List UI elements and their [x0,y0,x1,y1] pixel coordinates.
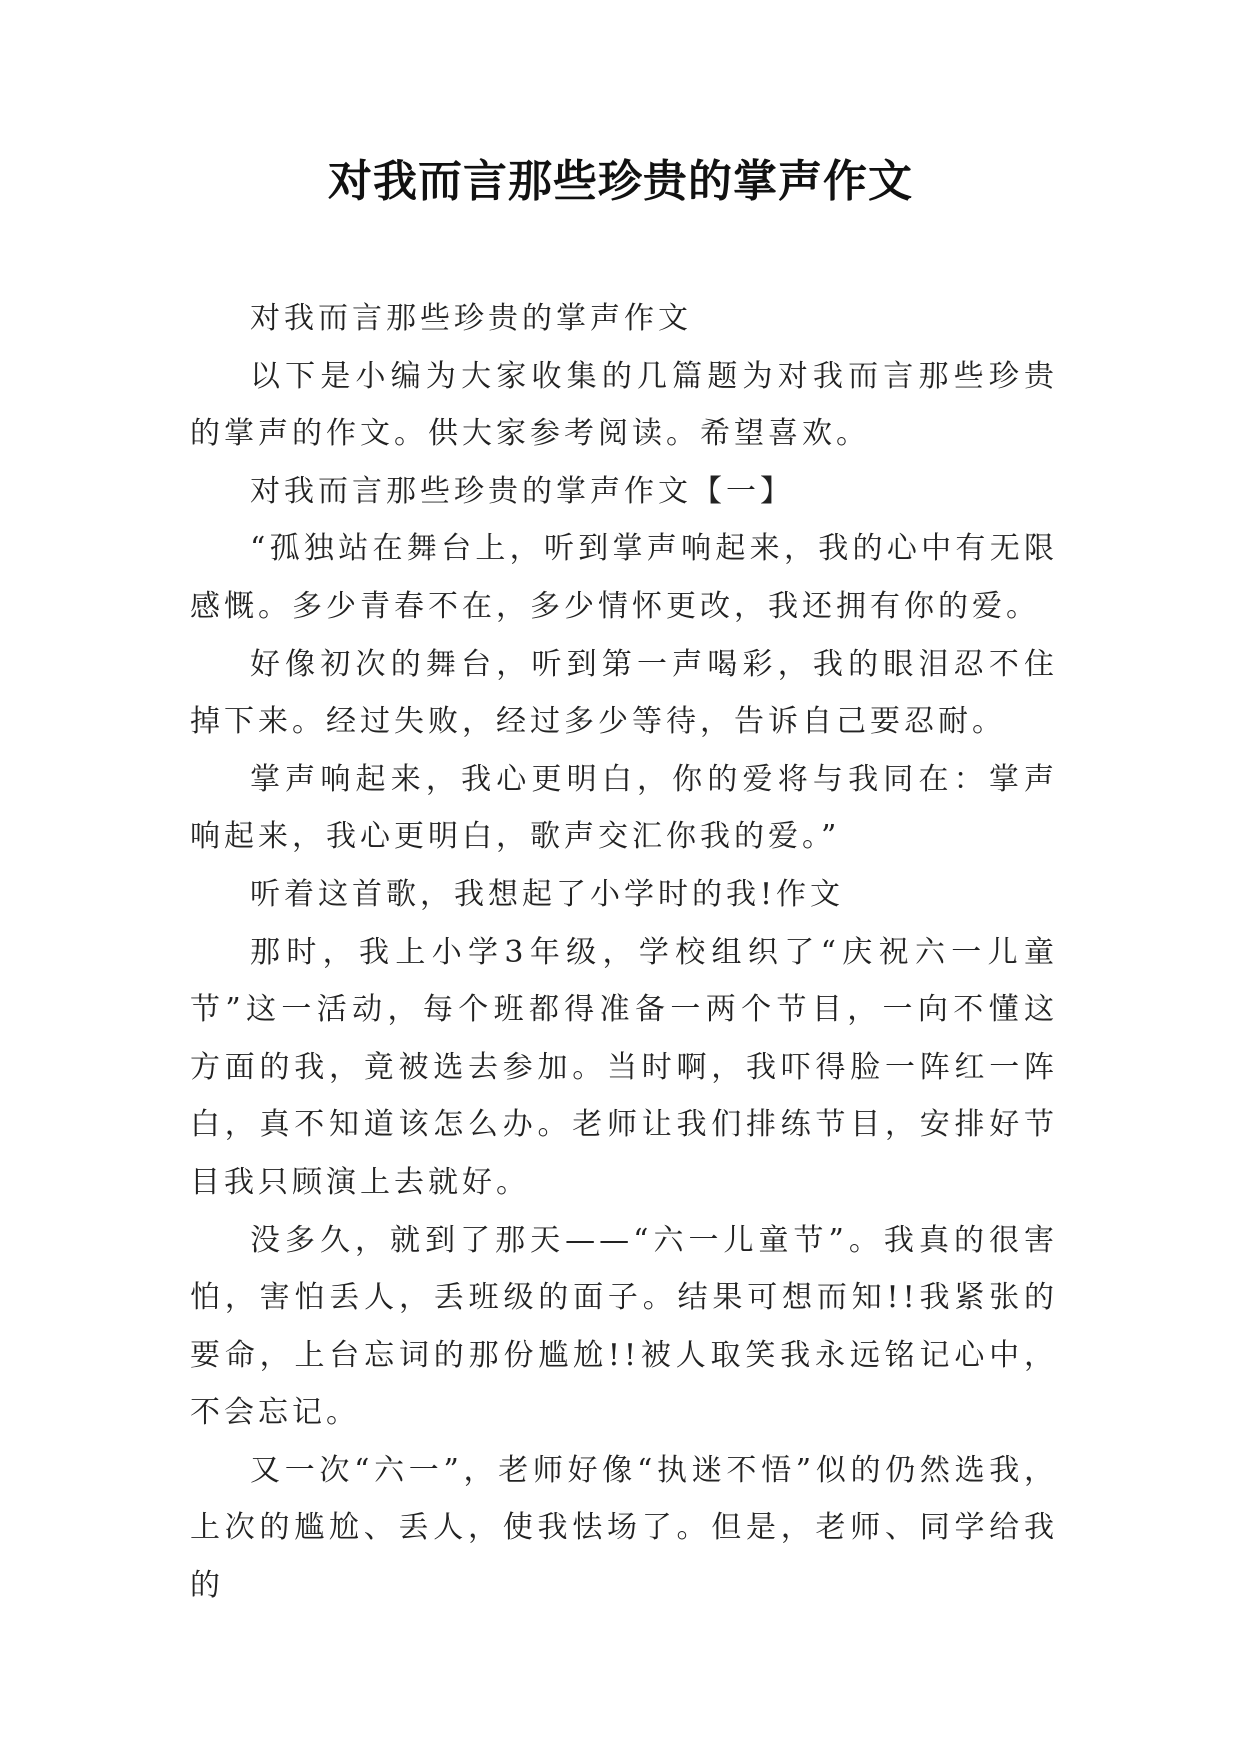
paragraph: “孤独站在舞台上，听到掌声响起来，我的心中有无限感慨。多少青春不在，多少情怀更改，我还拥有你的爱。 [190,531,1058,624]
paragraph: 好像初次的舞台，听到第一声喝彩，我的眼泪忍不住掉下来。经过失败，经过多少等待，告诉自己要忍耐。 [190,646,1058,740]
paragraph: 对我而言那些珍贵的掌声作文 [250,301,692,336]
document-title: 对我而言那些珍贵的掌声作文 [328,156,913,207]
paragraph: 那时，我上小学3年级，学校组织了“庆祝六一儿童节”这一活动，每个班都得准备一两个节目，一向不懂这方面的我，竟被选去参加。当时啊，我吓得脸一阵红一阵白，真不知道该怎么办。老师让我们排练节目，安排好节目我只顾演上去就好。 [190,934,1058,1200]
document-body [190,290,1058,1615]
paragraph: 掌声响起来，我心更明白，你的爱将与我同在：掌声响起来，我心更明白，歌声交汇你我的爱。” [190,761,1058,855]
paragraph: 对我而言那些珍贵的掌声作文【一】 [250,473,794,509]
paragraph: 没多久，就到了那天——“六一儿童节”。我真的很害怕，害怕丢人，丢班级的面子。结果可想而知!!我紧张的要命，上台忘词的那份尴尬!!被人取笑我永远铭记心中，不会忘记。 [190,1222,1058,1431]
paragraph: 听着这首歌，我想起了小学时的我!作文 [250,876,845,912]
paragraph: 以下是小编为大家收集的几篇题为对我而言那些珍贵的掌声的作文。供大家参考阅读。希望喜欢。 [190,358,1058,452]
paragraph: 又一次“六一”，老师好像“执迷不悟”似的仍然选我，上次的尴尬、丢人，使我怯场了。但是，老师、同学给我的 [190,1452,1058,1604]
